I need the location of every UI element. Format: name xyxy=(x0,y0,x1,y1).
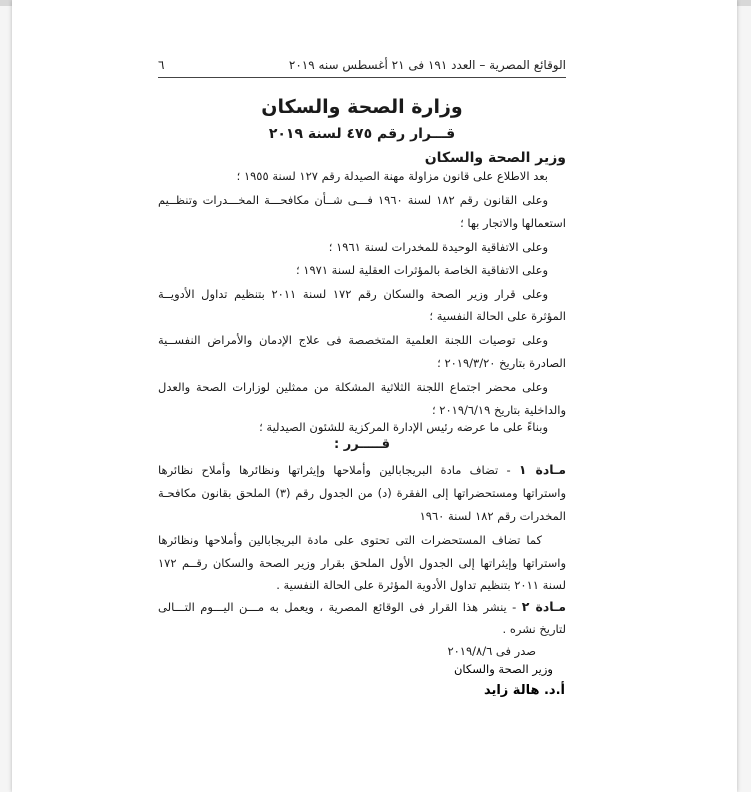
ministry-title: وزارة الصحة والسكان xyxy=(261,96,463,118)
article-1-para2-line: واستراتها وإيثراتها إلى الجدول الأول الملحق بقرار وزير الصحة والسكان رقــم ١٧٢ xyxy=(158,556,566,570)
preamble-line: المؤثرة على الحالة النفسية ؛ xyxy=(429,309,566,323)
article-1-line xyxy=(158,462,566,477)
preamble-line: وبناءً على ما عرضه رئيس الإدارة المركزية للشئون الصيدلية ؛ xyxy=(259,420,548,434)
decided-heading: قـــــرر : xyxy=(333,437,391,452)
article-1-para2-line: كما تضاف المستحضرات التى تحتوى على مادة البريجابالين وأملاحها ونظائرها xyxy=(158,533,542,547)
issue-date: صدر فى ٢٠١٩/٨/٦ xyxy=(447,644,536,658)
running-header xyxy=(158,58,566,78)
article-2-line xyxy=(158,599,566,614)
signature-name: أ.د. هالة زايد xyxy=(483,683,565,698)
preamble-line: وعلى الاتفاقية الخاصة بالمؤثرات العقلية لسنة ١٩٧١ ؛ xyxy=(295,263,548,277)
decree-number: قـــرار رقم ٤٧٥ لسنة ٢٠١٩ xyxy=(268,126,456,142)
preamble-line: وعلى محضر اجتماع اللجنة الثلاثية المشكلة من ممثلين لوزارات الصحة والعدل xyxy=(158,380,548,394)
article-2-line: لتاريخ نشره . xyxy=(502,622,566,636)
preamble-line: بعد الاطلاع على قانون مزاولة مهنة الصيدلة رقم ١٢٧ لسنة ١٩٥٥ ؛ xyxy=(236,169,548,183)
page-number: ٦ xyxy=(158,58,165,72)
header-rule xyxy=(158,77,566,78)
document-page xyxy=(12,0,737,792)
preamble-line: استعمالها والاتجار بها ؛ xyxy=(460,216,566,230)
preamble-line: وعلى توصيات اللجنة العلمية المتخصصة فى علاج الإدمان والأمراض النفســية xyxy=(158,333,548,347)
article-1-para2-line: لسنة ٢٠١١ بتنظيم تداول الأدوية المؤثرة على الحالة النفسية . xyxy=(276,578,566,592)
preamble-line: والداخلية بتاريخ ٢٠١٩/٦/١٩ ؛ xyxy=(431,403,566,417)
preamble-line: وعلى الاتفاقية الوحيدة للمخدرات لسنة ١٩٦١ ؛ xyxy=(328,240,548,254)
article-1-line: واستراتها ومستحضراتها إلى الفقرة (د) من الجدول رقم (٣) الملحق بقانون مكافحـة xyxy=(158,486,566,500)
article-1-label: مـادة ١ xyxy=(518,462,567,477)
article-1-line: المخدرات رقم ١٨٢ لسنة ١٩٦٠ xyxy=(419,509,566,523)
header-title: الوقائع المصرية – العدد ١٩١ فى ٢١ أغسطس سنه ٢٠١٩ xyxy=(288,58,566,72)
article-2-label: مـادة ٢ xyxy=(521,599,566,614)
article-2-text: - ينشر هذا القرار فى الوقائع المصرية ، ويعمل به مـــن اليـــوم التـــالى xyxy=(158,600,517,614)
issuer-heading: وزير الصحة والسكان xyxy=(424,150,566,166)
signature-title: وزير الصحة والسكان xyxy=(453,662,553,676)
preamble-line: وعلى قرار وزير الصحة والسكان رقم ١٧٢ لسنة ٢٠١١ بتنظيم تداول الأدويــة xyxy=(158,287,548,301)
article-1-text: - تضاف مادة البريجابالين وأملاحها وإيثراتها ونظائرها وأملاح نظائرها xyxy=(158,463,511,477)
preamble-line: وعلى القانون رقم ١٨٢ لسنة ١٩٦٠ فـــى شــأن مكافحـــة المخـــدرات وتنظــيم xyxy=(158,193,548,207)
preamble-line: الصادرة بتاريخ ٢٠١٩/٣/٢٠ ؛ xyxy=(437,356,566,370)
